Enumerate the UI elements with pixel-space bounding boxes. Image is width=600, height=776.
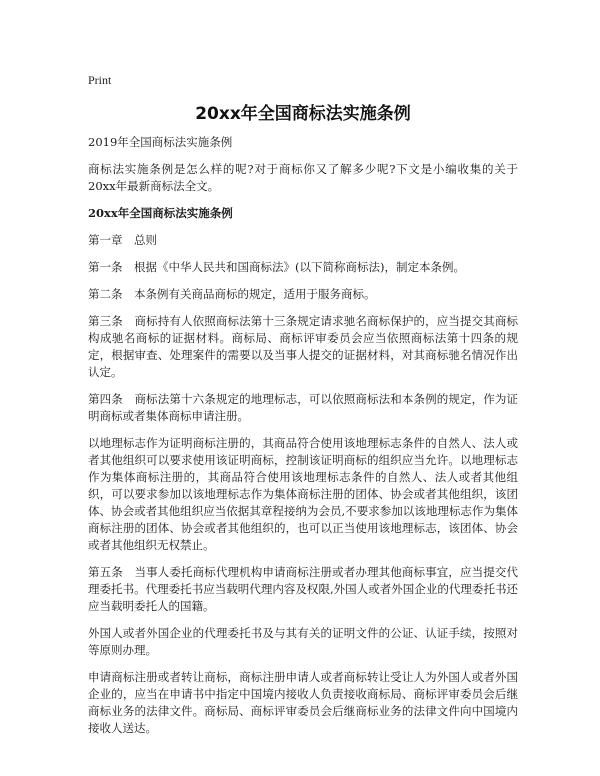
article-2: 第二条 本条例有关商品商标的规定，适用于服务商标。 <box>88 287 376 301</box>
article-5-detail-1: 外国人或者外国企业的代理委托书及与其有关的证明文件的公证、认证手续，按照对等原则办理。 <box>88 626 518 657</box>
article-1: 第一条 根据《中华人民共和国商标法》(以下简称商标法)，制定本条例。 <box>88 260 465 274</box>
subtitle-paragraph: 2019年全国商标法实施条例 <box>88 135 233 149</box>
document-title: 20xx年全国商标法实施条例 <box>195 104 411 124</box>
print-link[interactable]: Print <box>88 73 112 87</box>
article-5-detail-2: 申请商标注册或者转让商标，商标注册申请人或者商标转让受让人为外国人或者外国企业的，应当在申请书中指定中国境内接收人负责接收商标局、商标评审委员会后继商标业务的法律文件。商标局、商标评审委员会后继商标业务的法律文件向中国境内接收人送达。 <box>88 670 518 735</box>
section-heading: 20xx年全国商标法实施条例 <box>88 206 233 220</box>
article-4: 第四条 商标法第十六条规定的地理标志，可以依照商标法和本条例的规定，作为证明商标或者集体商标申请注册。 <box>88 392 518 423</box>
article-3: 第三条 商标持有人依照商标法第十三条规定请求驰名商标保护的，应当提交其商标构成驰名商标的证据材料。商标局、商标评审委员会应当依照商标法第十四条的规定，根据审查、处理案件的需要以及当事人提交的证据材料，对其商标驰名情况作出认定。 <box>88 314 518 379</box>
intro-paragraph: 商标法实施条例是怎么样的呢?对于商标你又了解多少呢?下文是小编收集的关于20xx年最新商标法全文。 <box>88 162 518 193</box>
chapter-heading: 第一章 总则 <box>88 233 157 247</box>
article-4-detail: 以地理标志作为证明商标注册的，其商品符合使用该地理标志条件的自然人、法人或者其他组织可以要求使用该证明商标，控制该证明商标的组织应当允许。以地理标志作为集体商标注册的，其商品符合使用该地理标志条件的自然人、法人或者其他组织，可以要求参加以该地理标志作为集体商标注册的团体、协会或者其他组织，该团体、协会或者其他组织应当依据其章程接纳为会员,不要求参加以该地理标志作为集体商标注册的团体、协会或者其他组织的，也可以正当使用该地理标志，该团体、协会或者其他组织无权禁止。 <box>88 436 518 552</box>
article-5: 第五条 当事人委托商标代理机构申请商标注册或者办理其他商标事宜，应当提交代理委托书。代理委托书应当载明代理内容及权限,外国人或者外国企业的代理委托书还应当载明委托人的国籍。 <box>88 565 518 613</box>
document-page <box>88 72 518 747</box>
